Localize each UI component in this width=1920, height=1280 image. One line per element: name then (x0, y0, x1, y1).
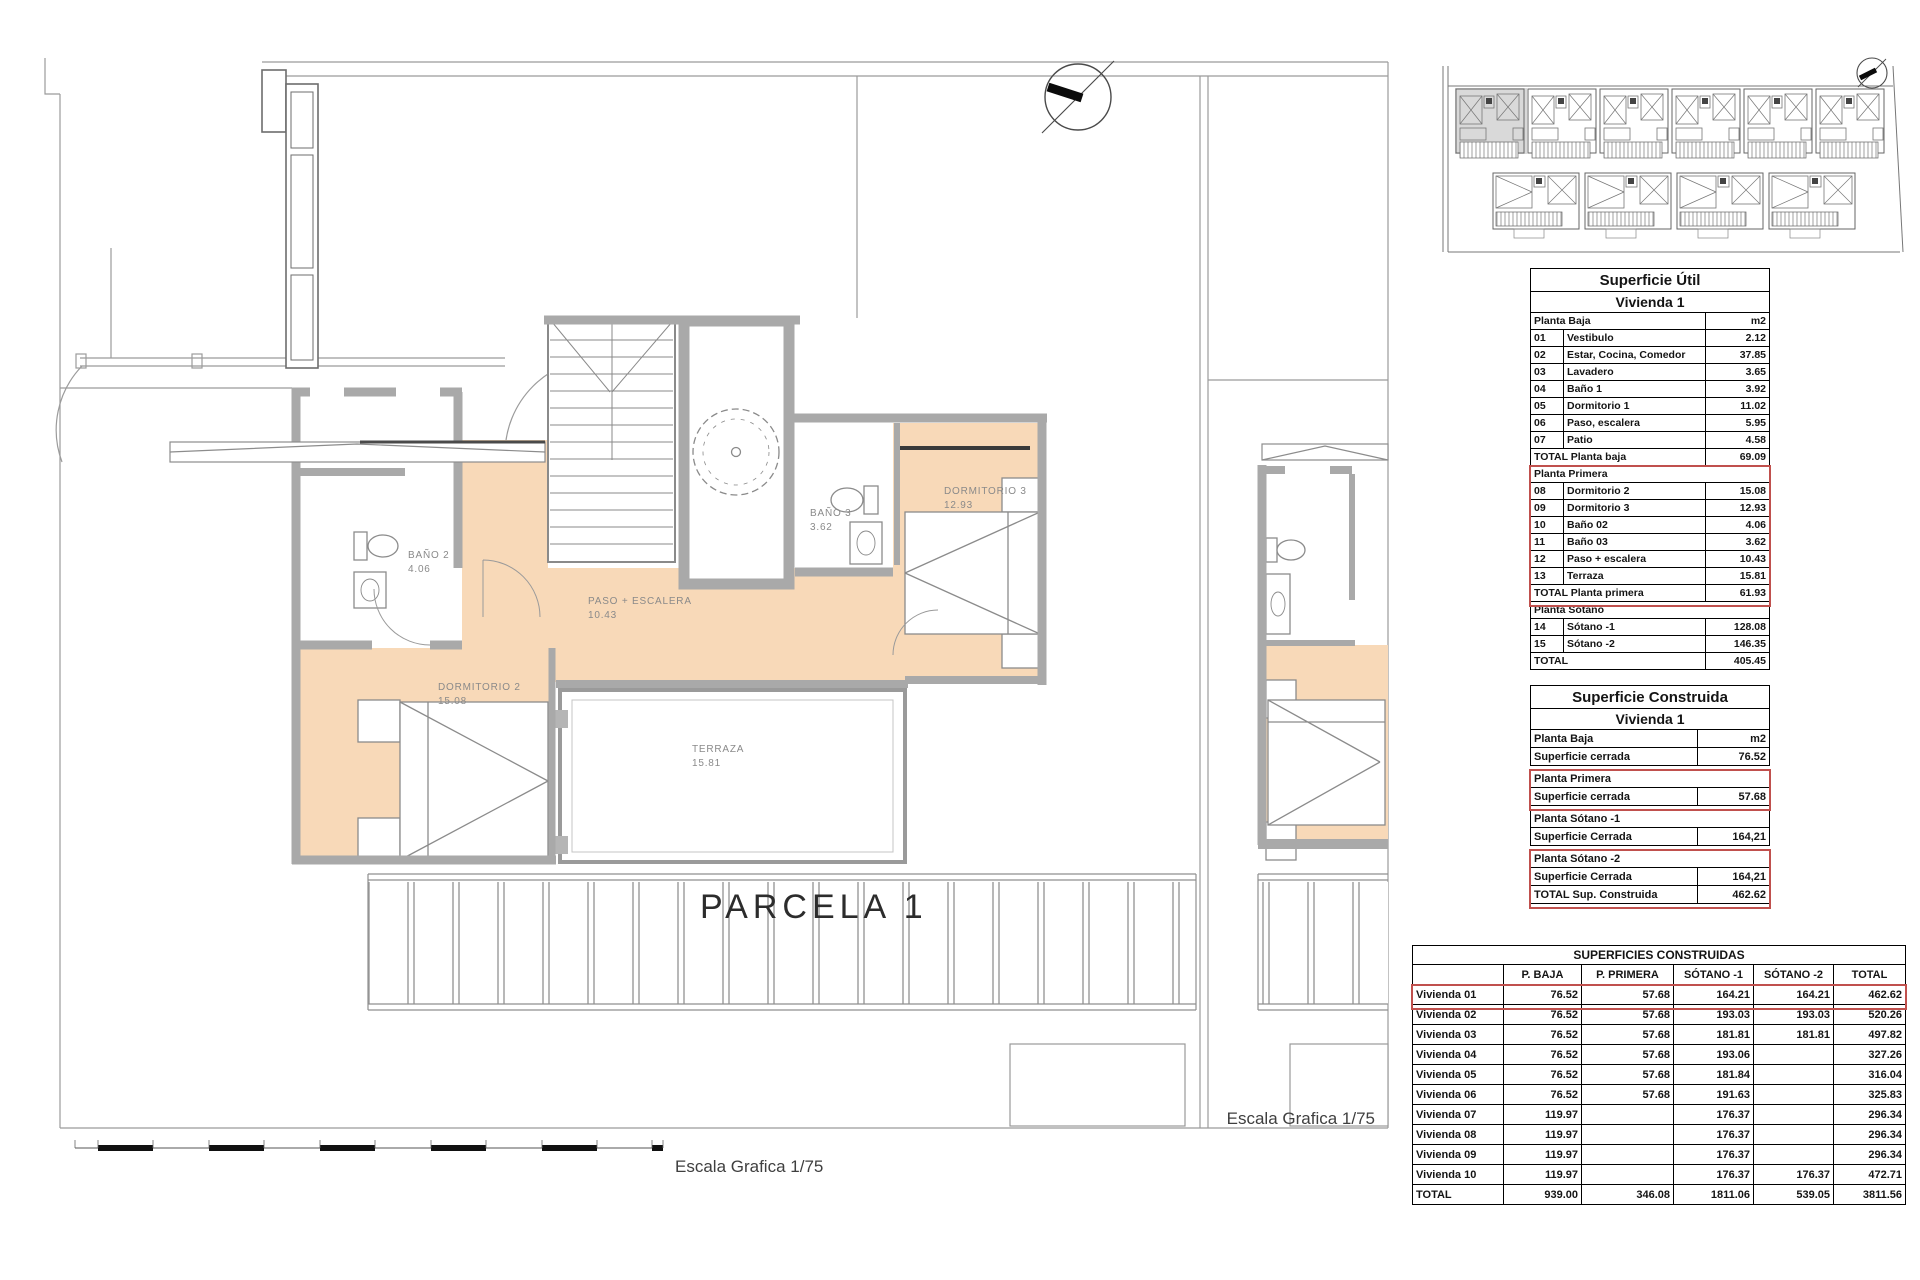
table-cell: 15 (1534, 638, 1546, 650)
table-cell: Planta Primera (1534, 773, 1612, 785)
table-cell: 119.97 (1503, 1165, 1581, 1184)
table-row (1530, 868, 1770, 886)
sink-icon (1266, 574, 1290, 634)
table-cell: 164.21 (1753, 985, 1833, 1004)
table-cell: Estar, Cocina, Comedor (1563, 347, 1705, 363)
table-cell: 76.52 (1503, 1045, 1581, 1064)
table-cell: 3.92 (1705, 381, 1769, 397)
table-cell: Lavadero (1563, 364, 1705, 380)
table-row (1530, 415, 1770, 432)
room-area-bano3: 3.62 (810, 522, 833, 533)
table-row (1530, 398, 1770, 415)
table-cell: 164,21 (1697, 868, 1769, 885)
table-row (1530, 886, 1770, 904)
table-cell: 346.08 (1581, 1185, 1673, 1204)
table-cell: 15.81 (1705, 568, 1769, 584)
table-cell: 462.62 (1697, 886, 1769, 903)
table-cell: 296.34 (1833, 1125, 1905, 1144)
table-cell: 181.84 (1673, 1065, 1753, 1084)
table-body (1530, 730, 1770, 904)
table-row (1530, 381, 1770, 398)
table-cell: 76.52 (1697, 748, 1769, 765)
table-title: Superficie Útil (1530, 268, 1770, 292)
table-cell: 119.97 (1503, 1125, 1581, 1144)
bed (1268, 700, 1385, 825)
nightstand (358, 700, 400, 742)
table-cell: 01 (1534, 332, 1546, 344)
room-label-dormitorio3: DORMITORIO 3 (944, 486, 1027, 497)
table-cell: Planta Primera (1534, 468, 1608, 480)
patio (684, 321, 789, 584)
table-cell: Superficie cerrada (1534, 750, 1630, 763)
table-cell: 325.83 (1833, 1085, 1905, 1104)
table-cell: Planta Sótano -2 (1534, 853, 1621, 865)
table-cell: Vivienda 02 (1416, 1008, 1477, 1021)
table-cell: 472.71 (1833, 1165, 1905, 1184)
table-cell: 176.37 (1753, 1165, 1833, 1184)
table-cell (1581, 1125, 1673, 1144)
scale-caption-right: Escala Grafica 1/75 (1226, 1109, 1375, 1128)
table-cell: 327.26 (1833, 1045, 1905, 1064)
table-cell: 5.95 (1705, 415, 1769, 431)
toilet-icon (368, 535, 398, 557)
superficie-util-table (1530, 268, 1770, 670)
table-cell: Vivienda 05 (1416, 1068, 1477, 1081)
table-cell: Vivienda 06 (1416, 1088, 1477, 1101)
table-row (1530, 313, 1770, 330)
table-row (1412, 1145, 1906, 1165)
table-row (1412, 1065, 1906, 1085)
table-cell: 15.08 (1705, 483, 1769, 499)
table-row (1530, 568, 1770, 585)
table-cell: 02 (1534, 349, 1546, 361)
table-cell: 11 (1534, 536, 1546, 548)
table-cell: 13 (1534, 570, 1546, 582)
table-cell: Dormitorio 1 (1563, 398, 1705, 414)
table-cell: Vivienda 04 (1416, 1048, 1477, 1061)
table-cell: 193.03 (1673, 1005, 1753, 1024)
room-label-bano2: BAÑO 2 (408, 550, 450, 561)
table-cell: Vivienda 09 (1416, 1148, 1477, 1161)
table-cell: 57.68 (1581, 1065, 1673, 1084)
table-cell: Baño 1 (1563, 381, 1705, 397)
table-cell: TOTAL (1416, 1188, 1452, 1201)
table-cell: 76.52 (1503, 1085, 1581, 1104)
room-label-dormitorio2: DORMITORIO 2 (438, 682, 521, 693)
table-row (1530, 850, 1770, 868)
table-row (1412, 1165, 1906, 1185)
table-cell: 164.21 (1673, 985, 1753, 1004)
table-row (1412, 1105, 1906, 1125)
table-cell (1753, 1065, 1833, 1084)
table-cell: Planta Sótano -1 (1534, 813, 1621, 825)
table-body (1530, 313, 1770, 670)
table-cell: 181.81 (1753, 1025, 1833, 1044)
table-cell: 2.12 (1705, 330, 1769, 346)
table-cell: 939.00 (1503, 1185, 1581, 1204)
table-cell: 57.68 (1581, 1025, 1673, 1044)
table-row (1530, 330, 1770, 347)
table-row (1530, 619, 1770, 636)
toilet-icon (1266, 538, 1277, 562)
table-title: Superficie Construida (1530, 685, 1770, 709)
toilet-icon (354, 532, 367, 560)
table-row (1530, 364, 1770, 381)
table-cell: 146.35 (1705, 636, 1769, 652)
table-row (1530, 748, 1770, 766)
table-row (1412, 1005, 1906, 1025)
table-cell: Patio (1563, 432, 1705, 448)
scale-bar (75, 1140, 663, 1151)
table-cell: 57.68 (1581, 1085, 1673, 1104)
table-cell: 193.06 (1673, 1045, 1753, 1064)
table-cell: 11.02 (1705, 398, 1769, 414)
table-cell: 119.97 (1503, 1145, 1581, 1164)
table-row (1530, 500, 1770, 517)
scale-caption: Escala Grafica 1/75 (675, 1157, 824, 1176)
table-cell (1753, 1085, 1833, 1104)
table-cell: Baño 03 (1563, 534, 1705, 550)
table-cell: 10.43 (1705, 551, 1769, 567)
room-label-terraza: TERRAZA (692, 744, 745, 755)
table-subtitle: Vivienda 1 (1530, 709, 1770, 730)
table-cell (1581, 1145, 1673, 1164)
table-row (1412, 1185, 1906, 1205)
toilet-icon (864, 486, 878, 514)
table-header-row: P. BAJA P. PRIMERA SÓTANO -1 SÓTANO -2 TOTAL (1412, 965, 1906, 985)
table-row (1530, 534, 1770, 551)
room-area-dormitorio2: 15.08 (438, 696, 468, 707)
table-cell: 61.93 (1705, 585, 1769, 601)
table-cell: 14 (1534, 621, 1546, 633)
table-row (1530, 517, 1770, 534)
table-rows (1412, 985, 1906, 1205)
table-cell: 3.62 (1705, 534, 1769, 550)
table-row (1530, 585, 1770, 602)
table-cell: 76.52 (1503, 1065, 1581, 1084)
table-cell: 176.37 (1673, 1125, 1753, 1144)
table-cell: Superficie Cerrada (1534, 830, 1632, 843)
stairwell (548, 318, 675, 562)
room-area-paso: 10.43 (588, 610, 618, 621)
table-cell: 12 (1534, 553, 1546, 565)
table-cell (1753, 1105, 1833, 1124)
table-cell: Vivienda 08 (1416, 1128, 1477, 1141)
table-cell: 4.58 (1705, 432, 1769, 448)
table-cell: 57.68 (1697, 788, 1769, 805)
table-cell: Superficie cerrada (1534, 790, 1630, 803)
superficies-construidas-table (1412, 945, 1906, 1205)
table-row (1530, 810, 1770, 828)
nightstand (1002, 634, 1040, 668)
table-cell: 193.03 (1753, 1005, 1833, 1024)
table-cell: 176.37 (1673, 1145, 1753, 1164)
table-cell: TOTAL (1534, 655, 1569, 667)
table-cell: 520.26 (1833, 1005, 1905, 1024)
table-cell: m2 (1705, 313, 1769, 329)
table-cell: Superficie Cerrada (1534, 870, 1632, 883)
north-arrow-icon (1857, 58, 1887, 88)
table-cell: Baño 02 (1563, 517, 1705, 533)
bed (905, 512, 1040, 634)
table-cell: 76.52 (1503, 1005, 1581, 1024)
sink-icon (354, 572, 386, 608)
table-cell (1753, 1045, 1833, 1064)
superficie-construida-table (1530, 685, 1770, 904)
table-cell: 296.34 (1833, 1145, 1905, 1164)
site-overview (1443, 58, 1903, 252)
table-cell: 176.37 (1673, 1165, 1753, 1184)
table-cell: 57.68 (1581, 985, 1673, 1004)
table-row (1412, 1025, 1906, 1045)
table-cell: 128.08 (1705, 619, 1769, 635)
table-cell: 181.81 (1673, 1025, 1753, 1044)
table-cell: 76.52 (1503, 1025, 1581, 1044)
room-area-terraza: 15.81 (692, 758, 722, 769)
table-cell: Paso, escalera (1563, 415, 1705, 431)
table-cell: Planta Sótano (1534, 604, 1605, 616)
table-cell: 296.34 (1833, 1105, 1905, 1124)
table-cell: 69.09 (1705, 449, 1769, 465)
table-cell: 3811.56 (1833, 1185, 1905, 1204)
table-cell (1581, 1105, 1673, 1124)
table-row (1530, 551, 1770, 568)
table-row (1530, 770, 1770, 788)
table-cell: 3.65 (1705, 364, 1769, 380)
table-row (1530, 466, 1770, 483)
table-row (1530, 449, 1770, 466)
room-label-bano3: BAÑO 3 (810, 508, 852, 519)
table-cell: Planta Baja (1534, 732, 1594, 745)
table-cell: 03 (1534, 366, 1546, 378)
bed (400, 702, 548, 860)
table-row (1530, 788, 1770, 806)
north-arrow-icon (1042, 61, 1114, 133)
table-cell: Sótano -1 (1563, 619, 1705, 635)
table-row (1530, 347, 1770, 364)
room-label-paso: PASO + ESCALERA (588, 596, 692, 607)
table-cell (1753, 1145, 1833, 1164)
table-row (1530, 653, 1770, 670)
table-cell: 05 (1534, 400, 1546, 412)
table-row (1530, 483, 1770, 500)
room-area-dormitorio3: 12.93 (944, 500, 974, 511)
table-cell: TOTAL Sup. Construida (1534, 888, 1658, 901)
table-cell: 1811.06 (1673, 1185, 1753, 1204)
table-cell: 462.62 (1833, 985, 1905, 1004)
table-subtitle: Vivienda 1 (1530, 292, 1770, 313)
table-cell: Vestibulo (1563, 330, 1705, 346)
table-row (1412, 1125, 1906, 1145)
table-cell: 76.52 (1503, 985, 1581, 1004)
table-cell: 10 (1534, 519, 1546, 531)
sink-icon (850, 522, 882, 564)
table-cell: 12.93 (1705, 500, 1769, 516)
table-cell: 08 (1534, 485, 1546, 497)
table-cell: 405.45 (1705, 653, 1769, 669)
table-cell: TOTAL Planta primera (1534, 587, 1644, 599)
table-cell: Planta Baja (1534, 315, 1591, 327)
table-cell: 119.97 (1503, 1105, 1581, 1124)
table-row (1412, 1085, 1906, 1105)
table-cell: Dormitorio 2 (1563, 483, 1705, 499)
table-row (1530, 602, 1770, 619)
room-area-bano2: 4.06 (408, 564, 431, 575)
table-cell: 191.63 (1673, 1085, 1753, 1104)
table-cell: Vivienda 10 (1416, 1168, 1477, 1181)
parcel-label: PARCELA 1 (700, 888, 928, 926)
table-cell: 07 (1534, 434, 1546, 446)
toilet-icon (1277, 540, 1305, 560)
table-cell: 176.37 (1673, 1105, 1753, 1124)
table-cell: 04 (1534, 383, 1546, 395)
table-cell: 316.04 (1833, 1065, 1905, 1084)
table-row (1530, 432, 1770, 449)
table-cell: 57.68 (1581, 1045, 1673, 1064)
table-row (1412, 985, 1906, 1005)
nightstand (358, 818, 400, 860)
table-cell (1753, 1125, 1833, 1144)
table-cell (1581, 1165, 1673, 1184)
table-cell: TOTAL Planta baja (1534, 451, 1627, 463)
table-cell: Vivienda 07 (1416, 1108, 1477, 1121)
table-row (1530, 730, 1770, 748)
table-cell: 4.06 (1705, 517, 1769, 533)
wall-closet-column (262, 70, 318, 368)
table-cell: Dormitorio 3 (1563, 500, 1705, 516)
table-row (1412, 1045, 1906, 1065)
table-cell: 539.05 (1753, 1185, 1833, 1204)
table-cell: Vivienda 03 (1416, 1028, 1477, 1041)
table-cell: Terraza (1563, 568, 1705, 584)
table-cell: 164,21 (1697, 828, 1769, 845)
table-body (1412, 965, 1906, 1205)
table-cell: 37.85 (1705, 347, 1769, 363)
table-row (1530, 636, 1770, 653)
terraza-room (552, 690, 905, 862)
table-cell: Vivienda 01 (1416, 988, 1477, 1001)
table-cell: 497.82 (1833, 1025, 1905, 1044)
table-cell: Paso + escalera (1563, 551, 1705, 567)
table-title: SUPERFICIES CONSTRUIDAS (1412, 945, 1906, 965)
table-cell: m2 (1697, 730, 1769, 747)
table-row (1530, 828, 1770, 846)
table-cell: Sótano -2 (1563, 636, 1705, 652)
table-cell: 57.68 (1581, 1005, 1673, 1024)
table-cell: 09 (1534, 502, 1546, 514)
table-cell: 06 (1534, 417, 1546, 429)
